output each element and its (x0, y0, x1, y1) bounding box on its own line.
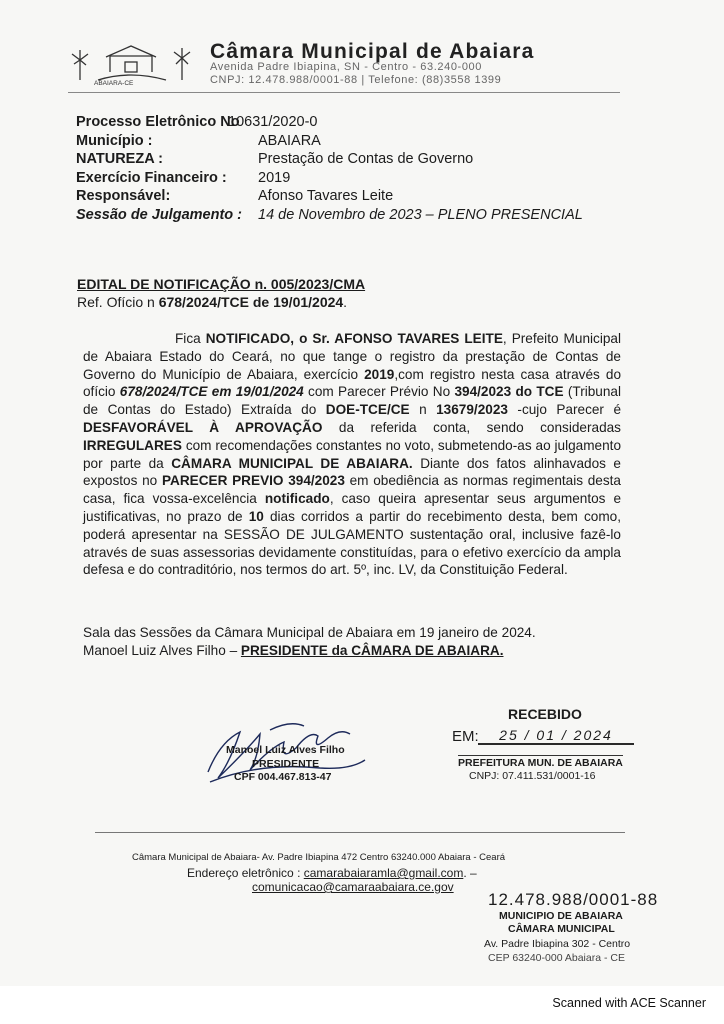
logo-text: ABAIARA-CE (94, 80, 134, 86)
signer-role: PRESIDENTE da CÂMARA DE ABAIARA. (240, 643, 504, 658)
body-text: n (409, 402, 437, 418)
body-text: Diante dos fatos alinhavados e expostos no (83, 455, 621, 489)
body-bold: IRREGULARES (83, 437, 182, 453)
body-text: -cujo Parecer é (507, 402, 621, 418)
footer-email-link[interactable]: camarabaiaramla@gmail.com (303, 866, 464, 880)
meta-row-sessao (76, 206, 583, 225)
body-text: ,com registro nesta casa através do ofício (83, 366, 622, 400)
meta-value: Afonso Tavares Leite (258, 188, 394, 204)
receipt-em-label: EM: (452, 728, 479, 745)
meta-row-process (76, 113, 583, 132)
meta-label: Processo Eletrônico No (76, 114, 240, 130)
header-divider (68, 92, 620, 93)
body-bold: NOTIFICADO, o Sr. AFONSO TAVARES LEITE (205, 331, 503, 346)
ref-suffix: . (343, 294, 348, 310)
body-bold: CÂMARA MUNICIPAL DE ABAIARA. (171, 455, 413, 471)
header-title: Câmara Municipal de Abaiara (210, 40, 535, 63)
footer-address: Câmara Municipal de Abaiara- Av. Padre Ibiapina 472 Centro 63240.000 Abaiara - Ceará (132, 852, 506, 863)
body-bold: PARECER PREVIO 394/2023 (161, 473, 345, 489)
meta-row-exercicio (76, 169, 583, 188)
meta-label: Exercício Financeiro : (76, 169, 227, 186)
ref-value: 678/2024/TCE de 19/01/2024 (158, 294, 344, 310)
stamp-line: CEP 63240-000 Abaiara - CE (488, 952, 625, 964)
scanner-watermark: Scanned with ACE Scanner (552, 996, 706, 1010)
footer-email2-line (252, 880, 454, 894)
meta-label: Responsável: (76, 188, 171, 204)
receipt-cnpj: CNPJ: 07.411.531/0001-16 (469, 770, 596, 782)
notification-body (83, 330, 621, 579)
footer-email-link-2[interactable]: comunicacao@camaraabaiara.ce.gov (252, 880, 454, 894)
meta-value: ABAIARA (258, 132, 321, 149)
closing-signer (83, 642, 623, 660)
body-bold: notificado (264, 491, 330, 507)
meta-row-responsavel (76, 187, 583, 206)
body-text: com recomendações constantes no voto, submetendo-as ao julgamento por parte da (83, 437, 621, 471)
closing-block (83, 624, 623, 660)
header-contact: CNPJ: 12.478.988/0001-88 | Telefone: (88)3558 1399 (210, 74, 502, 86)
receipt-org: PREFEITURA MUN. DE ABAIARA (458, 757, 623, 769)
footer-divider (95, 832, 625, 833)
meta-label: Sessão de Julgamento : (76, 206, 242, 223)
scanner-watermark-bar (0, 986, 724, 1024)
receipt-title: RECEBIDO (508, 706, 582, 722)
meta-row-natureza (76, 150, 583, 169)
meta-label: Município : (76, 132, 153, 149)
meta-value: Prestação de Contas de Governo (258, 151, 474, 167)
meta-value: 2019 (258, 169, 291, 186)
stamp-line: MUNICIPIO DE ABAIARA (499, 910, 623, 922)
process-info (76, 113, 583, 224)
signature-cpf: CPF 004.467.813-47 (234, 771, 332, 783)
body-bold: 394/2023 do TCE (454, 384, 564, 400)
meta-value: 10631/2020-0 (228, 114, 318, 130)
body-bold: DOE-TCE/CE (325, 402, 410, 418)
footer-email-label: Endereço eletrônico : (187, 866, 304, 880)
closing-line: Sala das Sessões da Câmara Municipal de Abaiara em 19 janeiro de 2024. (83, 625, 536, 640)
body-text: da referida conta, sendo consideradas (322, 419, 621, 435)
receipt-date: 25 / 01 / 2024 (478, 727, 634, 745)
body-text: , caso queira apresentar seus argumentos e justificativas, no prazo de (83, 491, 621, 524)
stamp-cnpj: 12.478.988/0001-88 (488, 890, 659, 909)
signature-role: PRESIDENTE (252, 758, 320, 770)
meta-row-municipio (76, 132, 583, 151)
meta-label: NATUREZA : (76, 151, 163, 167)
body-text: com Parecer Prévio No (303, 384, 455, 400)
meta-value: 14 de Novembro de 2023 – PLENO PRESENCIAL (258, 206, 583, 223)
stamp-line: CÂMARA MUNICIPAL (508, 923, 615, 935)
body-bold: 10 (248, 508, 264, 524)
body-text: em obediência as normas regimentais desta casa, fica vossa-excelência (83, 473, 621, 507)
body-text: Fica (175, 331, 206, 346)
edital-ref (77, 294, 347, 310)
body-bold: DESFAVORÁVEL À APROVAÇÃO (83, 419, 323, 435)
ref-prefix: Ref. Ofício n (77, 294, 155, 310)
stamp-line: Av. Padre Ibiapina 302 - Centro (484, 938, 631, 950)
body-text: (Tribunal de Contas do Estado) Extraída do (83, 384, 621, 418)
signature-name: Manoel Luiz Alves Filho (226, 744, 345, 756)
chamber-logo (70, 40, 200, 86)
body-bold: 2019 (364, 366, 395, 382)
body-text: dias corridos a partir do recebimento desta, bem como, poderá apresentar na SESSÃO DE JULGAMENTO sustentação oral, inclusive fazê-lo através de suas assessorias devidamente constituídas, para o efetivo exercício da ampla defesa e do contraditório, nos termos do art. 5º, inc. LV, da Constituição Federal. (83, 508, 621, 578)
footer-email-line (187, 866, 477, 880)
body-text: , Prefeito Municipal de Abaiara Estado do Ceará, no que tange o registro da prestação de Contas de Governo do Município de Abaiara, exercício (83, 331, 621, 382)
signer-name: Manoel Luiz Alves Filho – (83, 643, 241, 658)
footer-email-sep: . – (463, 866, 477, 880)
edital-title: EDITAL DE NOTIFICAÇÃO n. 005/2023/CMA (77, 276, 366, 292)
body-bold: 13679/2023 (436, 402, 508, 418)
header-address: Avenida Padre Ibiapina, SN - Centro - 63.240-000 (210, 61, 482, 73)
body-paragraph (83, 330, 621, 579)
body-bold-italic: 678/2024/TCE em 19/01/2024 (119, 384, 304, 400)
